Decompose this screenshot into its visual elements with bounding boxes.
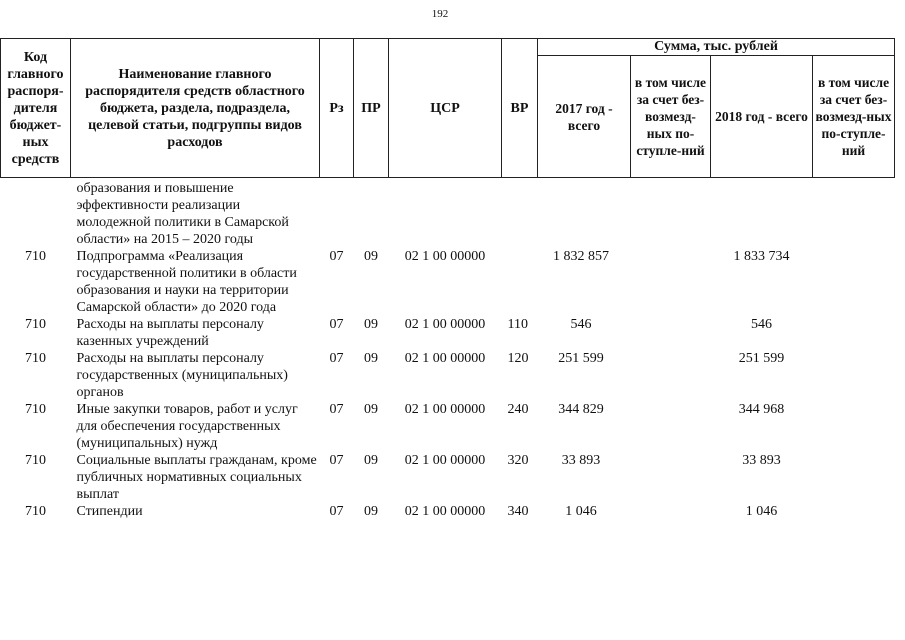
row-vr: 240 (507, 402, 529, 417)
row-2018-total: 251 599 (738, 351, 785, 366)
row-csr: 02 1 00 00000 (404, 317, 486, 332)
row-pr: 09 (364, 453, 378, 468)
row-2017-total: 251 599 (558, 351, 604, 366)
row-2018-total: 1 046 (745, 504, 778, 519)
header-2018-total: 2018 год - всего (711, 56, 813, 178)
continuation-row (1, 178, 895, 249)
row-2017-total: 1 046 (565, 504, 597, 519)
row-code: 710 (25, 504, 46, 519)
table-row (1, 316, 895, 350)
row-pr: 09 (364, 402, 378, 417)
table-row (1, 503, 895, 520)
row-2018-total: 546 (751, 317, 772, 332)
row-csr: 02 1 00 00000 (404, 453, 486, 468)
row-name: Иные закупки товаров, работ и услуг для обеспечения государственных (муниципальных) нужд (76, 402, 298, 451)
row-2017-total: 344 829 (558, 402, 604, 417)
row-2018-free (813, 316, 895, 350)
row-code: 710 (25, 249, 46, 264)
header-pr: ПР (354, 39, 389, 178)
row-2017-free (631, 350, 711, 401)
row-code: 710 (25, 351, 46, 366)
row-2017-free (631, 248, 711, 316)
row-rz: 07 (329, 504, 344, 519)
row-name: Расходы на выплаты персоналу казенных учреждений (76, 317, 264, 349)
header-2017-free: в том числе за счет без-возмезд-ных по-ступле-ний (631, 56, 711, 178)
table-row (1, 452, 895, 503)
row-pr: 09 (364, 317, 378, 332)
row-2018-free (813, 401, 895, 452)
table-header (1, 39, 895, 178)
header-code: Код главного распоря-дителя бюджет-ных средств (1, 39, 71, 178)
row-2018-total: 33 893 (742, 453, 781, 468)
row-rz: 07 (329, 317, 344, 332)
row-code: 710 (25, 453, 46, 468)
header-sum: Сумма, тыс. рублей (538, 39, 895, 56)
table-row (1, 248, 895, 316)
row-2017-free (631, 316, 711, 350)
row-csr: 02 1 00 00000 (404, 504, 486, 519)
table-body (1, 178, 895, 521)
page-number: 192 (431, 8, 449, 20)
header-vr: ВР (502, 39, 538, 178)
row-2017-total: 1 832 857 (553, 249, 609, 264)
row-vr: 110 (507, 317, 528, 332)
header-2018-free: в том числе за счет без-возмезд-ных по-ступле-ний (813, 56, 895, 178)
row-2018-free (813, 350, 895, 401)
row-name: Подпрограмма «Реализация государственной политики в области образования и науки на территории Самарской области» до 2020 года (76, 249, 297, 315)
header-rz: Рз (320, 39, 354, 178)
row-2018-free (813, 248, 895, 316)
row-name: Расходы на выплаты персоналу государственных (муниципальных) органов (76, 351, 288, 400)
row-rz: 07 (329, 402, 344, 417)
row-csr: 02 1 00 00000 (404, 351, 486, 366)
row-vr: 320 (507, 453, 529, 468)
row-csr: 02 1 00 00000 (404, 402, 486, 417)
row-2017-free (631, 401, 711, 452)
row-rz: 07 (329, 453, 344, 468)
row-name: Социальные выплаты гражданам, кроме публичных нормативных социальных выплат (76, 453, 317, 502)
row-vr: 120 (507, 351, 529, 366)
row-rz: 07 (329, 351, 344, 366)
row-2018-free (813, 452, 895, 503)
header-name: Наименование главного распорядителя средств областного бюджета, раздела, подраздела, целевой статьи, подгруппы видов расходов (71, 39, 320, 178)
table-row (1, 350, 895, 401)
row-2018-total: 1 833 734 (733, 249, 790, 264)
row-code: 710 (25, 317, 46, 332)
row-2017-total: 546 (570, 317, 592, 332)
row-2017-free (631, 503, 711, 520)
budget-table (0, 38, 895, 520)
row-pr: 09 (364, 249, 378, 264)
row-2017-free (631, 452, 711, 503)
row-code: 710 (25, 402, 46, 417)
row-rz: 07 (329, 249, 344, 264)
row-name: Стипендии (76, 504, 143, 519)
table-row (1, 401, 895, 452)
row-csr: 02 1 00 00000 (404, 249, 486, 264)
header-2017-total: 2017 год - всего (538, 56, 631, 178)
row-2018-free (813, 503, 895, 520)
row-pr: 09 (364, 504, 378, 519)
continuation-text: образования и повышение эффективности реализации молодежной политики в Самарской области» на 2015 – 2020 годы (76, 181, 289, 247)
row-vr: 340 (507, 504, 529, 519)
row-2018-total: 344 968 (738, 402, 785, 417)
row-vr (502, 248, 538, 316)
row-pr: 09 (364, 351, 378, 366)
row-2017-total: 33 893 (561, 453, 601, 468)
header-csr: ЦСР (389, 39, 502, 178)
